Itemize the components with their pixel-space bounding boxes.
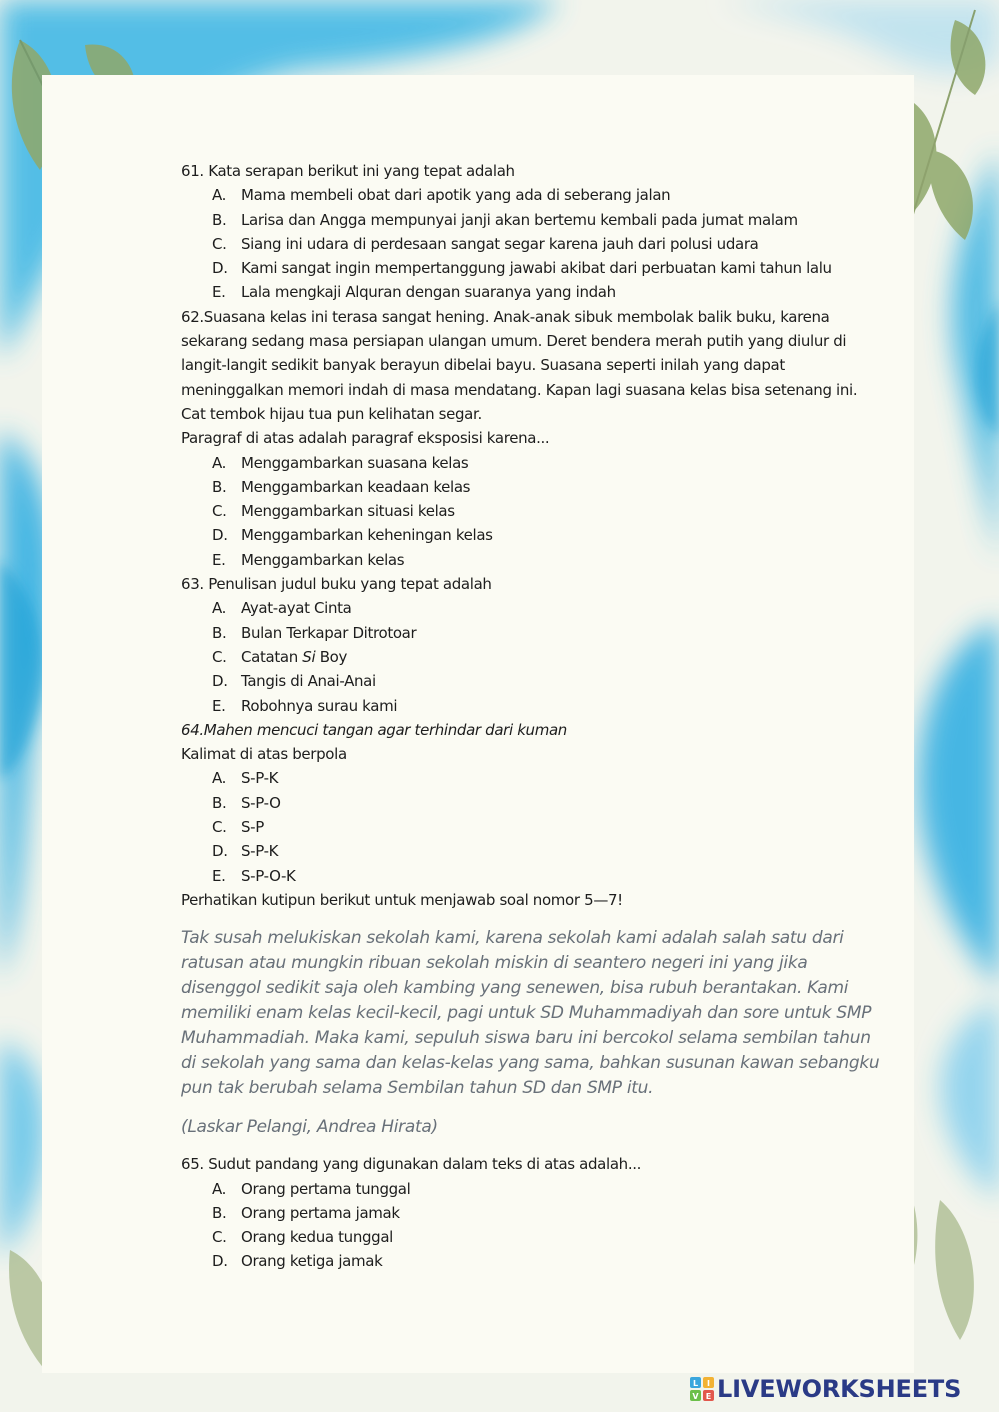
q61-option-a[interactable]: A. Mama membeli obat dari apotik yang ada di seberang jalan (212, 186, 671, 205)
passage-line: langit-langit sedikit banyak berayun dibelai bayu. Suasana seperti inilah yang dapat (181, 356, 785, 375)
logo-letter: L (692, 1379, 699, 1388)
q63-option-d[interactable]: D. Tangis di Anai-Anai (212, 672, 376, 691)
quote-line: di sekolah yang sama dan kelas-kelas yang sama, bahkan susunan kawan sebangku (181, 1053, 880, 1074)
quote-line: memiliki enam kelas kecil-kecil, pagi untuk SD Muhammadiyah dan sore untuk SMP (181, 1003, 872, 1024)
q63-option-b[interactable]: B. Bulan Terkapar Ditrotoar (212, 623, 417, 642)
liveworksheets-logo-icon (690, 1377, 714, 1401)
question-63-text: 63. Penulisan judul buku yang tepat adalah (181, 575, 492, 594)
q65-option-d[interactable]: D. Orang ketiga jamak (212, 1252, 383, 1271)
logo-letter: I (707, 1379, 710, 1388)
quote-source: (Laskar Pelangi, Andrea Hirata) (181, 1117, 438, 1138)
worksheet-content (181, 159, 881, 1274)
passage-line: meninggalkan memori indah di masa mendatang. Kapan lagi suasana kelas bisa setenang ini. (181, 380, 858, 399)
passage-line: sekarang sedang masa persiapan ulangan umum. Deret bendera merah putih yang diulur di (181, 332, 847, 351)
quote-line: pun tak berubah selama Sembilan tahun SD dan SMP itu. (181, 1078, 654, 1099)
logo-letter: E (705, 1392, 712, 1401)
question-63 (181, 572, 881, 718)
question-61 (181, 159, 881, 305)
q62-option-d[interactable]: D. Menggambarkan keheningan kelas (212, 526, 493, 545)
question-64-sentence: 64.Mahen mencuci tangan agar terhindar dari kuman (181, 720, 567, 739)
q64-option-b[interactable]: B. S-P-O (212, 793, 281, 812)
quote-line: disenggol sedikit saja oleh kambing yang senewen, bisa rubuh berantakan. Kami (181, 978, 849, 999)
q62-option-b[interactable]: B. Menggambarkan keadaan kelas (212, 477, 471, 496)
question-62 (181, 305, 881, 572)
question-62-text: Paragraf di atas adalah paragraf eksposisi karena... (181, 429, 550, 448)
liveworksheets-logo[interactable] (690, 1372, 961, 1406)
reading-instruction: Perhatikan kutipun berikut untuk menjawab soal nomor 5—7! (181, 890, 623, 909)
quote-line: ratusan atau mungkin ribuan sekolah miskin di seantero negeri ini yang jika (181, 953, 808, 974)
question-64 (181, 718, 881, 888)
passage-line: 62.Suasana kelas ini terasa sangat hening. Anak-anak sibuk membolak balik buku, karena (181, 307, 830, 326)
question-61-text: 61. Kata serapan berikut ini yang tepat adalah (181, 162, 515, 180)
q63-option-a[interactable]: A. Ayat-ayat Cinta (212, 599, 352, 618)
q64-option-a[interactable]: A. S-P-K (212, 769, 279, 788)
q65-option-b[interactable]: B. Orang pertama jamak (212, 1203, 400, 1222)
q61-option-e[interactable]: E. Lala mengkaji Alquran dengan suaranya yang indah (212, 283, 616, 302)
q63-option-e[interactable]: E. Robohnya surau kami (212, 696, 398, 715)
q61-option-d[interactable]: D. Kami sangat ingin mempertanggung jawabi akibat dari perbuatan kami tahun lalu (212, 259, 832, 278)
q63-option-c[interactable]: C. Catatan Si Boy (212, 647, 348, 666)
q62-option-a[interactable]: A. Menggambarkan suasana kelas (212, 453, 469, 472)
q61-option-c[interactable]: C. Siang ini udara di perdesaan sangat segar karena jauh dari polusi udara (212, 234, 759, 253)
q64-option-d[interactable]: D. S-P-K (212, 842, 279, 861)
q62-option-e[interactable]: E. Menggambarkan kelas (212, 550, 405, 569)
quote-line: Tak susah melukiskan sekolah kami, karena sekolah kami adalah salah satu dari (181, 928, 844, 949)
logo-letter: V (692, 1392, 699, 1401)
quote-line: Muhammadiah. Maka kami, sepuluh siswa baru ini bercokol selama sembilan tahun (181, 1028, 871, 1049)
q64-option-e[interactable]: E. S-P-O-K (212, 866, 296, 885)
q62-option-c[interactable]: C. Menggambarkan situasi kelas (212, 502, 455, 521)
question-65-text: 65. Sudut pandang yang digunakan dalam teks di atas adalah... (181, 1155, 642, 1174)
quote-passage (181, 926, 881, 1101)
question-65 (181, 1152, 881, 1273)
q61-option-b[interactable]: B. Larisa dan Angga mempunyai janji akan bertemu kembali pada jumat malam (212, 210, 798, 229)
q65-option-a[interactable]: A. Orang pertama tunggal (212, 1179, 411, 1198)
question-64-text: Kalimat di atas berpola (181, 745, 347, 764)
q65-option-c[interactable]: C. Orang kedua tunggal (212, 1228, 393, 1247)
passage-line: Cat tembok hijau tua pun kelihatan segar. (181, 404, 482, 423)
question-62-passage (181, 305, 881, 426)
q64-option-c[interactable]: C. S-P (212, 818, 264, 837)
liveworksheets-wordmark: LIVEWORKSHEETS (717, 1375, 962, 1403)
